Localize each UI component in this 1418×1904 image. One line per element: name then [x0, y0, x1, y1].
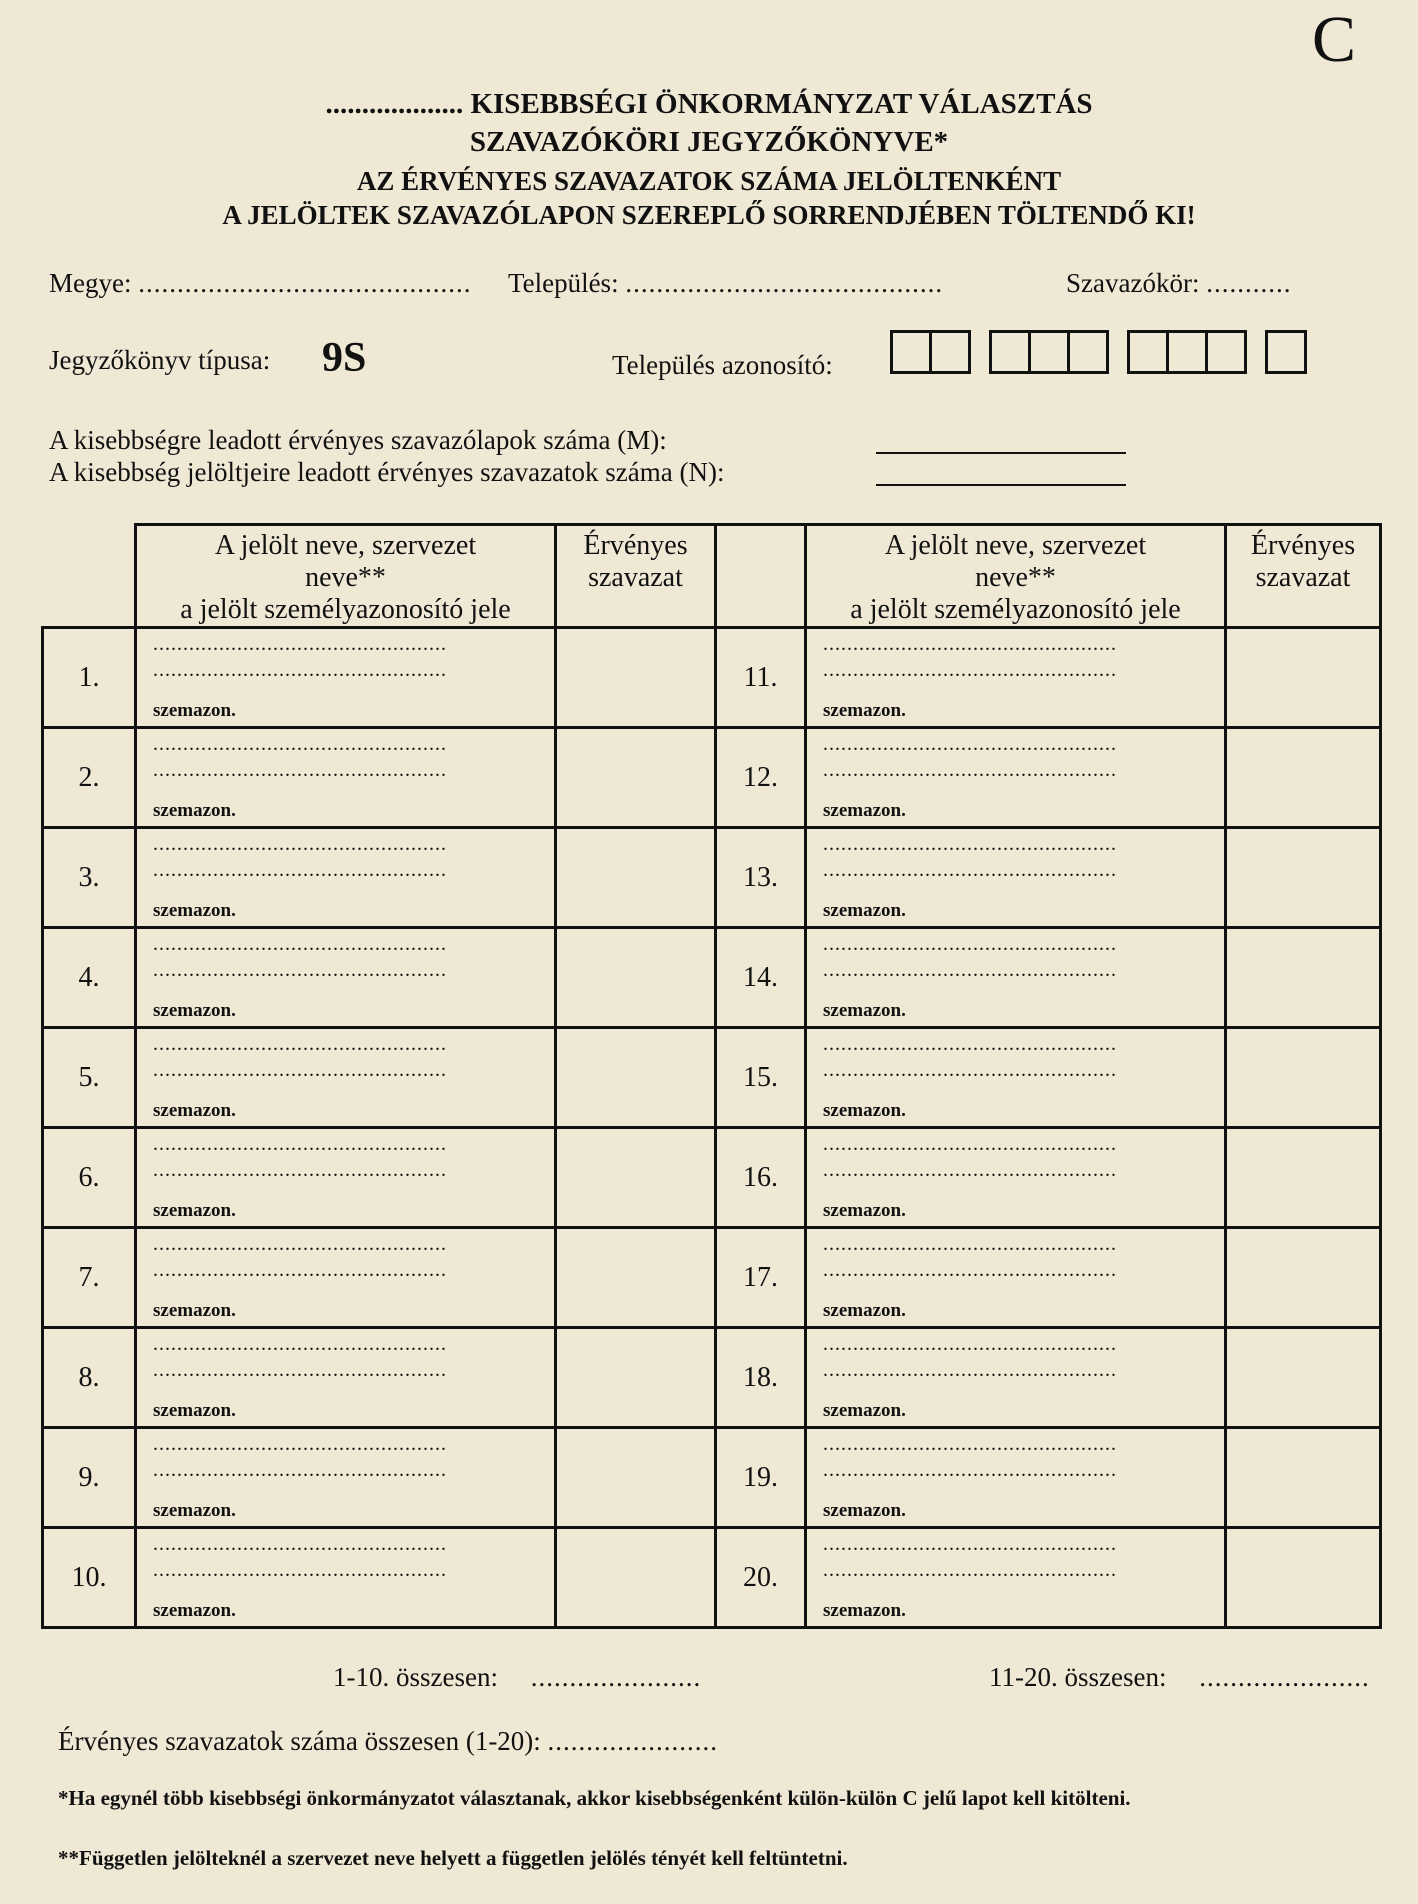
sum-1-10-field[interactable] [333, 1662, 701, 1693]
candidate-org-dots: ................................................. [153, 1359, 447, 1381]
n-value-line[interactable] [876, 484, 1126, 486]
candidate-name-dots: ................................................. [153, 1133, 447, 1155]
votes-cell[interactable] [1226, 1128, 1381, 1228]
row-number: 6. [43, 1128, 136, 1228]
votes-cell[interactable] [556, 1428, 716, 1528]
m-label: A kisebbségre leadott érvényes szavazólapok száma (M): [49, 425, 667, 455]
table-row [43, 1028, 1381, 1128]
candidate-cell[interactable] [136, 1128, 556, 1228]
candidate-name-dots: ................................................. [153, 1233, 447, 1255]
header-text: a jelölt személyazonosító jele [180, 594, 511, 625]
votes-cell[interactable] [1226, 1528, 1381, 1628]
header-text: neve** [305, 562, 386, 593]
row-number: 12. [716, 728, 806, 828]
votes-cell[interactable] [1226, 1228, 1381, 1328]
n-label: A kisebbség jelöltjeire leadott érvényes szavazatok száma (N): [49, 457, 725, 487]
grand-total-field[interactable] [58, 1726, 718, 1757]
candidate-org-dots: ................................................. [153, 1459, 447, 1481]
megye-label: Megye: [49, 268, 132, 298]
candidate-cell[interactable] [806, 1128, 1226, 1228]
szemazon-label: szemazon. [823, 1100, 906, 1121]
candidate-cell[interactable] [806, 928, 1226, 1028]
szemazon-label: szemazon. [823, 800, 906, 821]
candidate-cell[interactable] [806, 1428, 1226, 1528]
candidate-name-dots: ................................................. [153, 833, 447, 855]
szemazon-label: szemazon. [823, 700, 906, 721]
candidate-cell[interactable] [136, 828, 556, 928]
azonosito-box[interactable] [1127, 330, 1169, 374]
header-text: szavazat [1255, 562, 1351, 593]
votes-cell[interactable] [1226, 1428, 1381, 1528]
table-row [43, 1328, 1381, 1428]
azonosito-label: Település azonosító: [612, 350, 833, 380]
header-text: neve** [975, 562, 1056, 593]
candidate-org-dots: ................................................. [153, 659, 447, 681]
header-candidate-left [136, 525, 556, 628]
candidate-name-dots: ................................................. [153, 1333, 447, 1355]
azonosito-box[interactable] [989, 330, 1031, 374]
table-header-row [43, 525, 1381, 628]
votes-cell[interactable] [1226, 1028, 1381, 1128]
row-number: 18. [716, 1328, 806, 1428]
grand-total-dots: ...................... [547, 1726, 719, 1756]
candidate-org-dots: ................................................. [823, 1259, 1117, 1281]
votes-cell[interactable] [556, 1128, 716, 1228]
votes-cell[interactable] [556, 1528, 716, 1628]
candidate-cell[interactable] [806, 1328, 1226, 1428]
form-letter: C [1312, 3, 1357, 76]
candidate-cell[interactable] [806, 828, 1226, 928]
votes-cell[interactable] [556, 928, 716, 1028]
candidate-org-dots: ................................................. [153, 1159, 447, 1181]
header-votes-left [556, 525, 716, 628]
szavazokor-label: Szavazókör: [1066, 268, 1200, 298]
candidate-org-dots: ................................................. [153, 959, 447, 981]
sum-11-20-label: 11-20. összesen: [989, 1662, 1167, 1692]
megye-field[interactable] [49, 268, 471, 299]
azonosito-check-box[interactable] [1265, 330, 1307, 374]
szemazon-label: szemazon. [153, 900, 236, 921]
candidate-cell[interactable] [136, 928, 556, 1028]
szemazon-label: szemazon. [153, 1100, 236, 1121]
szemazon-label: szemazon. [153, 700, 236, 721]
candidate-name-dots: ................................................. [153, 1533, 447, 1555]
szemazon-label: szemazon. [823, 1000, 906, 1021]
szemazon-label: szemazon. [153, 1000, 236, 1021]
szemazon-label: szemazon. [153, 1600, 236, 1621]
header-candidate-right [806, 525, 1226, 628]
row-number: 16. [716, 1128, 806, 1228]
votes-cell[interactable] [556, 628, 716, 728]
header-votes-right [1226, 525, 1381, 628]
candidate-org-dots: ................................................. [823, 1359, 1117, 1381]
azonosito-boxes [890, 330, 1325, 374]
row-number: 7. [43, 1228, 136, 1328]
candidate-org-dots: ................................................. [823, 759, 1117, 781]
header-text: A jelölt neve, szervezet [214, 530, 477, 561]
table-row [43, 728, 1381, 828]
candidate-name-dots: ................................................. [153, 633, 447, 655]
candidate-org-dots: ................................................. [823, 1159, 1117, 1181]
candidate-org-dots: ................................................. [823, 859, 1117, 881]
row-number: 8. [43, 1328, 136, 1428]
sum-1-10-label: 1-10. összesen: [333, 1662, 498, 1692]
szemazon-label: szemazon. [823, 1300, 906, 1321]
azonosito-box[interactable] [1205, 330, 1247, 374]
votes-cell[interactable] [556, 728, 716, 828]
row-number: 19. [716, 1428, 806, 1528]
row-number: 5. [43, 1028, 136, 1128]
row-number: 13. [716, 828, 806, 928]
votes-cell[interactable] [1226, 928, 1381, 1028]
header-text: A jelölt neve, szervezet [884, 530, 1147, 561]
header-text: Érvényes [583, 530, 688, 561]
votes-cell[interactable] [556, 1328, 716, 1428]
szemazon-label: szemazon. [153, 1500, 236, 1521]
row-number: 15. [716, 1028, 806, 1128]
form-instruction-line1: AZ ÉRVÉNYES SZAVAZATOK SZÁMA JELÖLTENKÉNT [356, 166, 1062, 196]
header-spacer-left [43, 525, 136, 628]
votes-cell[interactable] [1226, 828, 1381, 928]
tipus-value: 9S [322, 335, 367, 381]
form-title-line1: ................... KISEBBSÉGI ÖNKORMÁNYZAT VÁLASZTÁS [325, 88, 1093, 120]
row-number: 4. [43, 928, 136, 1028]
candidate-org-dots: ................................................. [823, 959, 1117, 981]
votes-cell[interactable] [556, 1228, 716, 1328]
row-number: 17. [716, 1228, 806, 1328]
candidate-name-dots: ................................................. [153, 933, 447, 955]
azonosito-box[interactable] [1166, 330, 1208, 374]
candidate-name-dots: ................................................. [823, 933, 1117, 955]
candidate-name-dots: ................................................. [823, 733, 1117, 755]
azonosito-box[interactable] [1028, 330, 1070, 374]
candidate-name-dots: ................................................. [153, 1433, 447, 1455]
candidate-cell[interactable] [806, 1028, 1226, 1128]
row-number: 20. [716, 1528, 806, 1628]
header-text: Érvényes [1250, 530, 1356, 561]
szemazon-label: szemazon. [823, 900, 906, 921]
table-row [43, 1528, 1381, 1628]
row-number: 9. [43, 1428, 136, 1528]
votes-cell[interactable] [1226, 628, 1381, 728]
candidate-name-dots: ................................................. [823, 1533, 1117, 1555]
row-number: 1. [43, 628, 136, 728]
szemazon-label: szemazon. [153, 800, 236, 821]
candidate-cell[interactable] [136, 628, 556, 728]
szemazon-label: szemazon. [153, 1400, 236, 1421]
candidate-org-dots: ................................................. [153, 1059, 447, 1081]
table-row [43, 828, 1381, 928]
azonosito-box[interactable] [929, 330, 971, 374]
sum-11-20-dots: ...................... [1199, 1662, 1370, 1692]
form-instruction-line2: A JELÖLTEK SZAVAZÓLAPON SZEREPLŐ SORRENDJÉBEN TÖLTENDŐ KI! [222, 200, 1196, 230]
footnote-2: **Független jelölteknél a szervezet neve helyett a független jelölés tényét kell feltüntetni. [58, 1846, 848, 1870]
grand-total-label: Érvényes szavazatok száma összesen (1-20): [58, 1726, 541, 1756]
row-number: 11. [716, 628, 806, 728]
candidate-org-dots: ................................................. [823, 1559, 1117, 1581]
footnote-1: *Ha egynél több kisebbségi önkormányzatot választanak, akkor kisebbségenként külön-külön C jelű lapot kell kitölteni. [58, 1786, 1131, 1810]
szemazon-label: szemazon. [153, 1300, 236, 1321]
row-number: 14. [716, 928, 806, 1028]
header-spacer-mid [716, 525, 806, 628]
szemazon-label: szemazon. [823, 1200, 906, 1221]
form-title-line2: SZAVAZÓKÖRI JEGYZŐKÖNYVE* [469, 126, 949, 158]
header-text: szavazat [588, 562, 683, 593]
sum-11-20-field[interactable] [989, 1662, 1370, 1693]
candidate-cell[interactable] [806, 628, 1226, 728]
szavazokor-dots: ........... [1206, 268, 1292, 298]
szavazokor-field[interactable] [1066, 268, 1291, 299]
header-text: a jelölt személyazonosító jele [850, 594, 1181, 625]
candidate-name-dots: ................................................. [153, 733, 447, 755]
votes-cell[interactable] [556, 1028, 716, 1128]
telepules-label: Település: [508, 268, 619, 298]
candidate-org-dots: ................................................. [153, 759, 447, 781]
candidate-name-dots: ................................................. [153, 1033, 447, 1055]
table-row [43, 1428, 1381, 1528]
candidate-table [41, 523, 1382, 1629]
candidate-cell[interactable] [136, 1528, 556, 1628]
szemazon-label: szemazon. [823, 1600, 906, 1621]
candidate-name-dots: ................................................. [823, 1033, 1117, 1055]
azonosito-box[interactable] [1067, 330, 1109, 374]
sum-1-10-dots: ...................... [530, 1662, 702, 1692]
candidate-name-dots: ................................................. [823, 1333, 1117, 1355]
candidate-cell[interactable] [806, 1228, 1226, 1328]
candidate-cell[interactable] [806, 728, 1226, 828]
candidate-org-dots: ................................................. [153, 1259, 447, 1281]
row-number: 10. [43, 1528, 136, 1628]
candidate-org-dots: ................................................. [823, 1459, 1117, 1481]
table-row [43, 1128, 1381, 1228]
candidate-name-dots: ................................................. [823, 833, 1117, 855]
szemazon-label: szemazon. [153, 1200, 236, 1221]
candidate-org-dots: ................................................. [823, 659, 1117, 681]
table-row [43, 928, 1381, 1028]
candidate-cell[interactable] [806, 1528, 1226, 1628]
votes-cell[interactable] [1226, 1328, 1381, 1428]
candidate-name-dots: ................................................. [823, 1433, 1117, 1455]
candidate-cell[interactable] [136, 728, 556, 828]
candidate-cell[interactable] [136, 1328, 556, 1428]
candidate-org-dots: ................................................. [153, 1559, 447, 1581]
table-row [43, 628, 1381, 728]
table-row [43, 1228, 1381, 1328]
tipus-label: Jegyzőkönyv típusa: [49, 345, 271, 375]
azonosito-box[interactable] [890, 330, 932, 374]
votes-cell[interactable] [1226, 728, 1381, 828]
candidate-cell[interactable] [136, 1428, 556, 1528]
candidate-cell[interactable] [136, 1228, 556, 1328]
candidate-name-dots: ................................................. [823, 1133, 1117, 1155]
row-number: 2. [43, 728, 136, 828]
row-number: 3. [43, 828, 136, 928]
candidate-name-dots: ................................................. [823, 1233, 1117, 1255]
szemazon-label: szemazon. [823, 1500, 906, 1521]
telepules-field[interactable] [508, 268, 943, 299]
megye-dots: ........................................... [138, 268, 472, 298]
candidate-org-dots: ................................................. [823, 1059, 1117, 1081]
candidate-cell[interactable] [136, 1028, 556, 1128]
m-value-line[interactable] [876, 452, 1126, 454]
candidate-org-dots: ................................................. [153, 859, 447, 881]
votes-cell[interactable] [556, 828, 716, 928]
szemazon-label: szemazon. [823, 1400, 906, 1421]
candidate-name-dots: ................................................. [823, 633, 1117, 655]
telepules-dots: ......................................... [625, 268, 944, 298]
